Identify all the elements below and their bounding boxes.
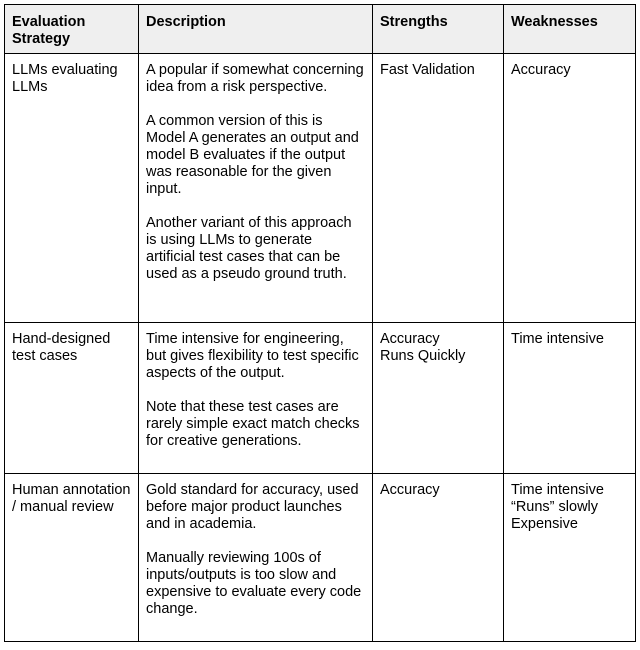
evaluation-strategies-table [4,4,636,642]
strength-item: Fast Validation [380,62,475,78]
weakness-item: Time intensive [511,331,604,347]
strengths-cell [373,54,504,323]
weakness-item: Accuracy [511,62,571,78]
weakness-item: Expensive [511,516,578,532]
strengths-cell [373,474,504,642]
strategy-cell: Human annotation / manual review [5,474,139,642]
description-paragraph: Note that these test cases are rarely simple exact match checks for creative generations. [146,399,360,449]
description-paragraph: Manually reviewing 100s of inputs/outputs is too slow and expensive to evaluate every code change. [146,550,362,617]
description-paragraph: A common version of this is Model A generates an output and model B evaluates if the output was reasonable for the given input. [146,113,359,197]
weakness-item: Time intensive [511,482,604,498]
strength-item: Accuracy [380,482,440,498]
header-evaluation-strategy: Evaluation Strategy [5,5,139,54]
header-weaknesses: Weaknesses [504,5,636,54]
header-description: Description [139,5,373,54]
weaknesses-cell [504,474,636,642]
weaknesses-cell [504,54,636,323]
description-paragraph: Time intensive for engineering, but gives flexibility to test specific aspects of the output. [146,331,359,381]
table-row [5,54,636,323]
weakness-item: “Runs” slowly [511,499,599,515]
description-cell [139,54,373,323]
weaknesses-cell [504,323,636,474]
description-cell [139,323,373,474]
description-paragraph: Another variant of this approach is using LLMs to generate artificial test cases that can be used as a pseudo ground truth. [146,215,352,282]
table-row [5,474,636,642]
strategy-cell: LLMs evaluating LLMs [5,54,139,323]
strength-item: Runs Quickly [380,348,466,364]
strengths-cell [373,323,504,474]
description-cell [139,474,373,642]
strength-item: Accuracy [380,331,440,347]
description-paragraph: Gold standard for accuracy, used before major product launches and in academia. [146,482,359,532]
header-row [5,5,636,54]
header-strengths: Strengths [373,5,504,54]
table-row [5,323,636,474]
description-paragraph: A popular if somewhat concerning idea from a risk perspective. [146,62,364,95]
strategy-cell: Hand-designed test cases [5,323,139,474]
